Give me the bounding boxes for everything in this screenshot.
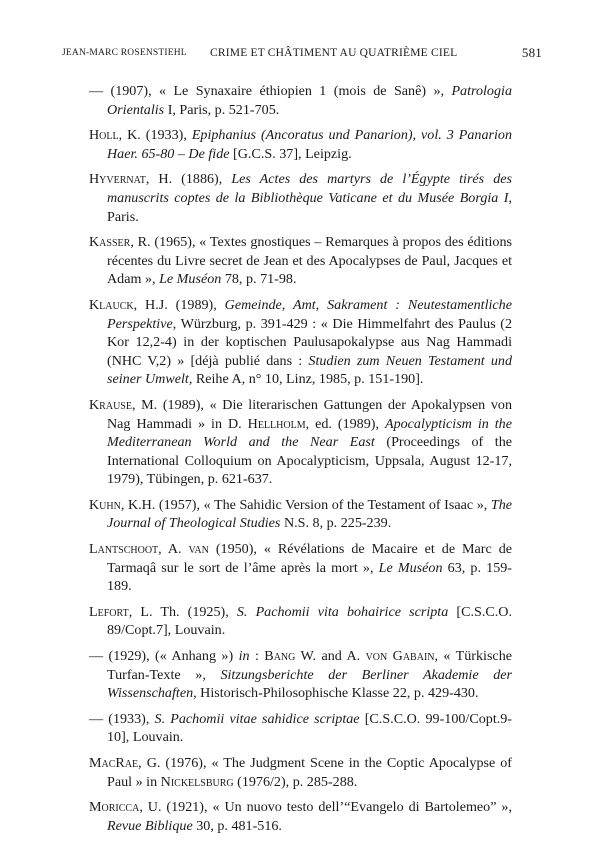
- bibliography-entry: [89, 710, 512, 747]
- entry-text: — (1907), « Le Synaxaire éthiopien 1 (mois de Sanê) »,: [89, 83, 452, 99]
- running-header-title: CRIME ET CHÂTIMENT AU QUATRIÈME CIEL: [210, 47, 458, 59]
- entry-author-name: Kasser: [89, 234, 131, 251]
- entry-text: , A.: [158, 541, 189, 558]
- entry-text: , « Türkische Turfan-Texte »,: [107, 648, 512, 683]
- entry-author-name: MacRae: [89, 755, 139, 771]
- entry-italic-text: Revue Biblique: [107, 817, 193, 834]
- entry-italic-text: Studien zum Neuen Testament und seiner Umwelt: [107, 352, 512, 388]
- entry-text: W. and A.: [295, 648, 366, 665]
- bibliography-entry: [89, 647, 512, 703]
- page-number: 581: [521, 45, 542, 60]
- entry-italic-text: Le Muséon: [159, 271, 222, 288]
- entry-author-name: Krause: [89, 396, 132, 413]
- entry-author-name: Lefort: [89, 603, 129, 620]
- entry-italic-text: Apocalypticism in the Mediterranean World and the Near East: [107, 415, 512, 451]
- entry-text: :: [249, 648, 265, 665]
- running-header-author: JEAN-MARC ROSENSTIEHL: [62, 48, 187, 58]
- entry-author-name: Klauck: [89, 296, 134, 313]
- entry-text: , Reihe A, n° 10, Linz, 1985, p. 151-190].: [188, 371, 424, 388]
- bibliography-list: [89, 82, 512, 842]
- entry-text: , ed. (1989),: [305, 415, 385, 432]
- entry-text: — (1929), (« Anhang »): [89, 648, 239, 665]
- entry-text: , H. (1886),: [145, 171, 232, 188]
- entry-text: , Paris.: [107, 189, 512, 225]
- entry-text: — (1933),: [89, 710, 155, 727]
- entry-text: 30, p. 481-516.: [192, 817, 282, 834]
- entry-text: N.S. 8, p. 225-239.: [280, 515, 392, 532]
- entry-author-name: von Gabain: [365, 648, 435, 665]
- entry-text: [C.S.C.O. 89/Copt.7], Louvain.: [107, 603, 512, 639]
- bibliography-entry: [89, 170, 512, 226]
- entry-text: 63, p. 159-189.: [107, 559, 512, 595]
- entry-text: (Proceedings of the International Colloquium on Apocalypticism, Uppsala, August 12-17, 1979), Tübingen, p. 621-637.: [107, 434, 513, 488]
- entry-italic-text: Gemeinde, Amt, Sakrament : Neutestamentliche Perspektive: [107, 296, 512, 332]
- entry-text: (1976/2), p. 285-288.: [233, 773, 358, 790]
- entry-author-name: Nickelsburg: [160, 773, 234, 790]
- entry-text: , L. Th. (1925),: [128, 603, 237, 620]
- bibliography-entry: [89, 82, 512, 119]
- entry-text: [G.C.S. 37], Leipzig.: [229, 145, 352, 162]
- entry-author-name: van: [188, 541, 209, 558]
- bibliography-entry: [89, 396, 512, 489]
- entry-italic-text: Sitzungsberichte der Berliner Akademie der Wissenschaften: [107, 666, 512, 702]
- running-header: [62, 44, 542, 64]
- entry-author-name: Hyvernat: [89, 171, 146, 188]
- entry-italic-text: The Journal of Theological Studies: [107, 496, 512, 532]
- entry-author-name: Bang: [264, 648, 296, 665]
- entry-author-name: Lantschoot: [89, 541, 159, 558]
- entry-italic-text: Le Muséon: [378, 559, 443, 576]
- entry-italic-text: Les Actes des martyrs de l’Égypte tirés des manuscrits coptes de la Bibliothèque Vaticane et du Musée Borgia I: [107, 171, 512, 206]
- bibliography-entry: [89, 233, 512, 289]
- entry-italic-text: in: [238, 648, 250, 665]
- entry-author-name: Moricca: [89, 799, 140, 816]
- entry-text: , U. (1921), « Un nuovo testo dell’“Evangelo di Bartolemeo” »,: [139, 799, 512, 816]
- entry-text: , H.J. (1989),: [133, 296, 225, 313]
- entry-text: [C.S.C.O. 99-100/Copt.9-10], Louvain.: [107, 710, 512, 746]
- bibliography-entry: [89, 540, 512, 596]
- bibliography-entry: [89, 496, 512, 533]
- bibliography-entry: [89, 126, 512, 163]
- entry-text: , K.H. (1957), « The Sahidic Version of the Testament of Isaac »,: [120, 496, 491, 513]
- entry-italic-text: S. Pachomii vita bohairice scripta: [236, 603, 449, 620]
- entry-author-name: Kuhn: [89, 496, 121, 513]
- entry-italic-text: Patrologia Orientalis: [107, 83, 512, 118]
- entry-text: (1950), « Révélations de Macaire et de Marc de Tarmaqâ sur le sort de l’âme après la mort »,: [107, 541, 512, 576]
- entry-text: , Historisch-Philosophische Klasse 22, p. 429-430.: [193, 685, 479, 702]
- entry-text: , R. (1965), « Textes gnostiques – Remarques à propos des éditions récentes du Livre secret de Jean et des Apocalypses de Paul, Jacques et Adam »,: [107, 234, 512, 288]
- bibliography-entry: [89, 296, 512, 389]
- entry-text: 78, p. 71-98.: [221, 271, 297, 288]
- entry-text: , M. (1989), « Die literarischen Gattungen der Apokalypsen von Nag Hammadi » in D.: [107, 396, 512, 432]
- bibliography-entry: [89, 798, 512, 835]
- entry-italic-text: S. Pachomii vitae sahidice scriptae: [154, 710, 360, 727]
- entry-author-name: Holl: [89, 127, 119, 144]
- entry-author-name: Hellholm: [247, 415, 306, 432]
- entry-text: , K. (1933),: [118, 127, 192, 144]
- entry-text: I, Paris, p. 521-705.: [164, 101, 280, 118]
- entry-text: , Würzburg, p. 391-429 : « Die Himmelfahrt des Paulus (2 Kor 12,2-4) in der koptischen Paulusapokalypse aus Nag Hammadi (NHC V,2) » [déjà publié dans :: [107, 315, 512, 369]
- bibliography-entry: [89, 603, 512, 640]
- entry-text: , G. (1976), « The Judgment Scene in the Coptic Apocalypse of Paul » in: [107, 755, 512, 790]
- bibliography-entry: [89, 754, 512, 791]
- entry-italic-text: Epiphanius (Ancoratus und Panarion), vol. 3 Panarion Haer. 65-80 – De fide: [107, 127, 512, 162]
